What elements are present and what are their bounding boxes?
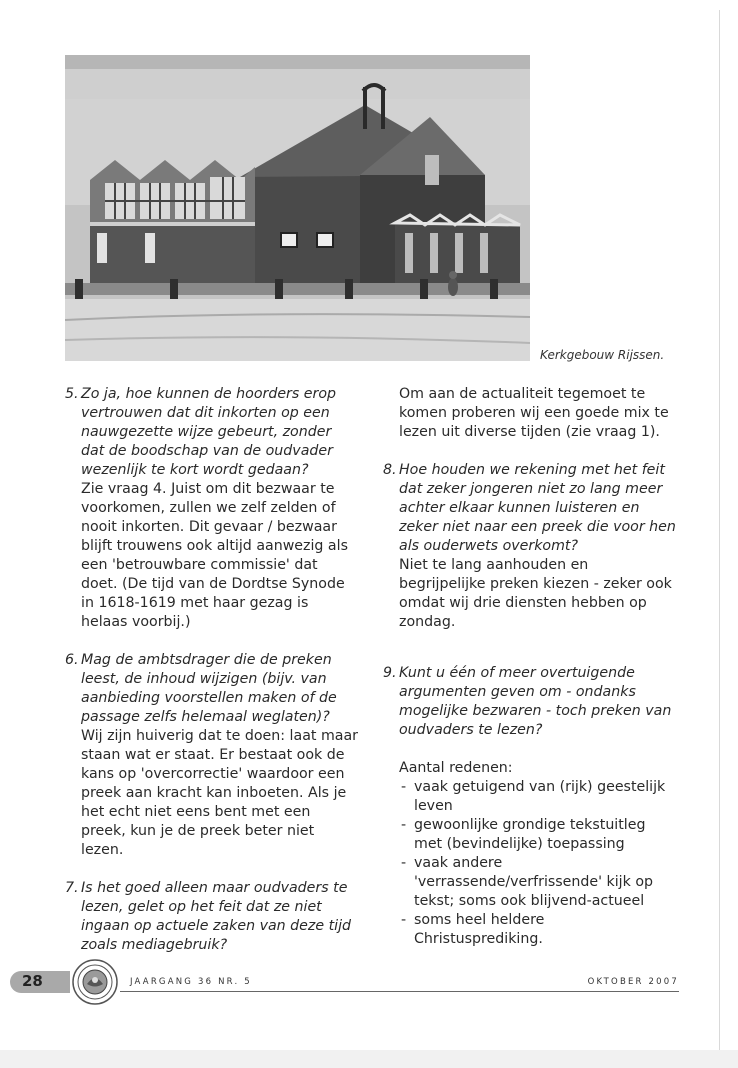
- question-number: 7.: [65, 880, 79, 896]
- reasons-intro: Aantal redenen:: [399, 760, 513, 776]
- left-column: [65, 385, 358, 955]
- footer-volume: JAARGANG 36 NR. 5: [130, 977, 252, 987]
- right-column: [383, 385, 676, 949]
- photo-caption: Kerkgebouw Rijssen.: [540, 348, 665, 362]
- question-7: [65, 879, 358, 955]
- question-7-answer: [383, 385, 676, 442]
- question-5: [65, 385, 358, 632]
- question-9: [383, 664, 676, 740]
- scan-bottom-shade: [0, 1050, 738, 1068]
- list-item: - vaak andere 'verrassende/verfrissende' kijk op tekst; soms ook blijvend-actueel: [399, 854, 676, 911]
- list-item: - soms heel heldere Christusprediking.: [399, 911, 676, 949]
- answer-text: Wij zijn huiverig dat te doen: laat maar staan wat er staat. Er bestaat ook de kans op 'overcorrectie' waardoor een preek aan kracht kan inboeten. Als je het echt niet eens bent met een preek, kun je de preek beter niet lezen.: [81, 728, 358, 858]
- church-photo: [65, 55, 530, 361]
- reasons-block: [383, 759, 676, 949]
- list-item: - vaak getuigend van (rijk) geestelijk leven: [399, 778, 676, 816]
- question-text: Zo ja, hoe kunnen de hoorders erop vertrouwen dat dit inkorten op een nauwgezette wijze gebeurt, zonder dat de boodschap van de oudvader wezenlijk te kort wordt gedaan?: [81, 386, 337, 478]
- page-number: 28: [22, 972, 43, 990]
- reasons-list: [399, 778, 676, 949]
- question-number: 5.: [65, 386, 79, 402]
- list-item: - gewoonlijke grondige tekstuitleg met (bevindelijke) toepassing: [399, 816, 676, 854]
- question-text: Kunt u één of meer overtuigende argumenten geven om - ondanks mogelijke bezwaren - toch preken van oudvaders te lezen?: [399, 665, 672, 738]
- page-edge: [719, 10, 720, 1055]
- question-6: [65, 651, 358, 860]
- question-text: Mag de ambtsdrager die de preken leest, de inhoud wijzigen (bijv. van aanbieding voorstellen maken of de passage zelfs helemaal weglaten)?: [81, 652, 337, 725]
- answer-text: Om aan de actualiteit tegemoet te komen proberen wij een goede mix te lezen uit diverse tijden (zie vraag 1).: [399, 386, 669, 440]
- footer-date: OKTOBER 2007: [587, 977, 679, 987]
- question-number: 8.: [383, 462, 397, 478]
- question-number: 6.: [65, 652, 79, 668]
- question-text: Is het goed alleen maar oudvaders te lezen, gelet op het feit dat ze niet ingaan op actuele zaken van deze tijd zoals mediagebruik?: [81, 880, 352, 953]
- question-number: 9.: [383, 665, 397, 681]
- question-8: [383, 461, 676, 632]
- answer-text: Zie vraag 4. Juist om dit bezwaar te voorkomen, zullen we zelf zelden of nooit inkorten. Dit gevaar / bezwaar blijft trouwens ook altijd aanwezig als een 'betrouwbare commissie' dat doet. (De tijd van de Dordtse Synode in 1618-1619 met haar gezag is helaas voorbij.): [81, 481, 348, 630]
- seal-logo-icon: [72, 959, 118, 1005]
- answer-text: Niet te lang aanhouden en begrijpelijke preken kiezen - zeker ook omdat wij drie diensten hebben op zondag.: [399, 557, 672, 630]
- footer-rule: [120, 991, 679, 992]
- question-text: Hoe houden we rekening met het feit dat zeker jongeren niet zo lang meer achter elkaar kunnen luisteren en zeker niet naar een preek die voor hen als ouderwets overkomt?: [399, 462, 676, 554]
